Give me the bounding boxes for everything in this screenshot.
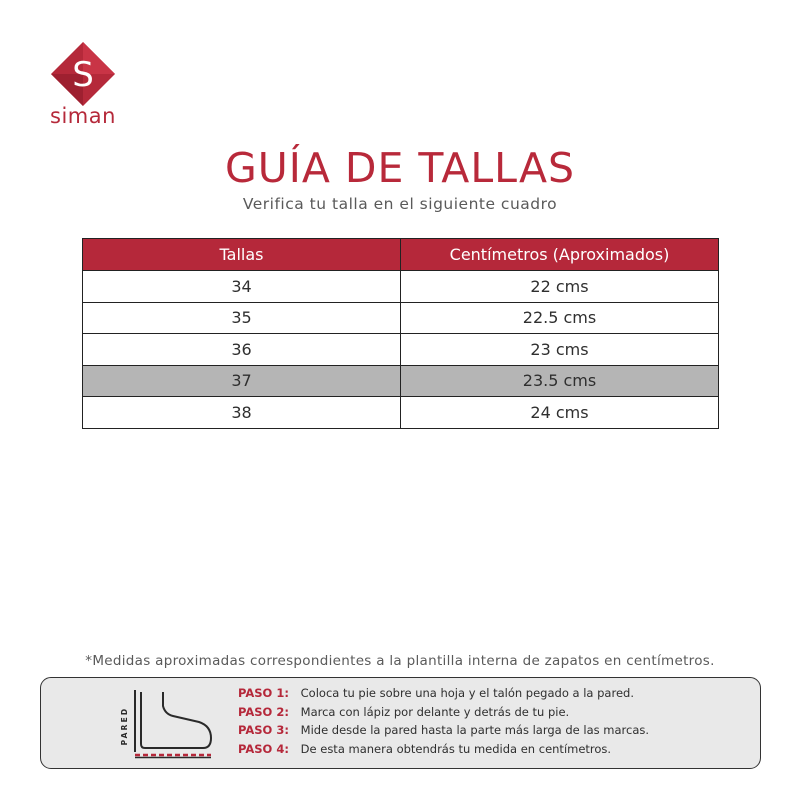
- cell-talla: 37: [83, 365, 401, 397]
- step-text: Mide desde la pared hasta la parte más larga de las marcas.: [300, 723, 650, 737]
- step-text: De esta manera obtendrás tu medida en centímetros.: [300, 741, 612, 756]
- steps-list: [238, 684, 748, 758]
- wall-label: PARED: [120, 706, 129, 746]
- cell-talla: 38: [83, 397, 401, 429]
- step-label: PASO 3:: [238, 723, 289, 737]
- step-text: Coloca tu pie sobre una hoja y el talón pegado a la pared.: [300, 686, 634, 700]
- column-header-centimetros: Centímetros (Aproximados): [401, 239, 719, 271]
- cell-cm: 22.5 cms: [401, 302, 719, 334]
- cell-talla: 34: [83, 271, 401, 303]
- step-label: PASO 2:: [238, 704, 289, 719]
- table-row: [83, 397, 719, 429]
- step-1: [238, 684, 748, 703]
- step-label: PASO 1:: [238, 686, 289, 700]
- brand-logo: [46, 42, 120, 137]
- table-row: [83, 302, 719, 334]
- step-label: PASO 4:: [238, 741, 289, 756]
- table-row: [83, 271, 719, 303]
- logo-letter: S: [72, 55, 94, 95]
- table-header-row: [83, 239, 719, 271]
- table-row: [83, 334, 719, 366]
- page-subtitle: Verifica tu talla en el siguiente cuadro: [242, 195, 558, 213]
- step-4: [238, 740, 748, 759]
- step-3: [238, 721, 748, 740]
- measurement-note: *Medidas aproximadas correspondientes a la plantilla interna de zapatos en centímetros.: [85, 653, 715, 669]
- cell-cm: 22 cms: [401, 271, 719, 303]
- size-guide-table: [82, 238, 719, 429]
- instructions-box: [40, 677, 761, 769]
- column-header-tallas: Tallas: [83, 239, 401, 271]
- step-text: Marca con lápiz por delante y detrás de tu pie.: [300, 704, 570, 719]
- brand-name: siman: [50, 104, 116, 128]
- step-2: [238, 703, 748, 722]
- cell-talla: 35: [83, 302, 401, 334]
- cell-cm: 23 cms: [401, 334, 719, 366]
- siman-logo-icon: [51, 42, 115, 106]
- table-row: [83, 365, 719, 397]
- cell-cm: 23.5 cms: [401, 365, 719, 397]
- page-title: GUÍA DE TALLAS: [224, 144, 576, 192]
- foot-against-wall-icon: [115, 686, 215, 762]
- cell-cm: 24 cms: [401, 397, 719, 429]
- cell-talla: 36: [83, 334, 401, 366]
